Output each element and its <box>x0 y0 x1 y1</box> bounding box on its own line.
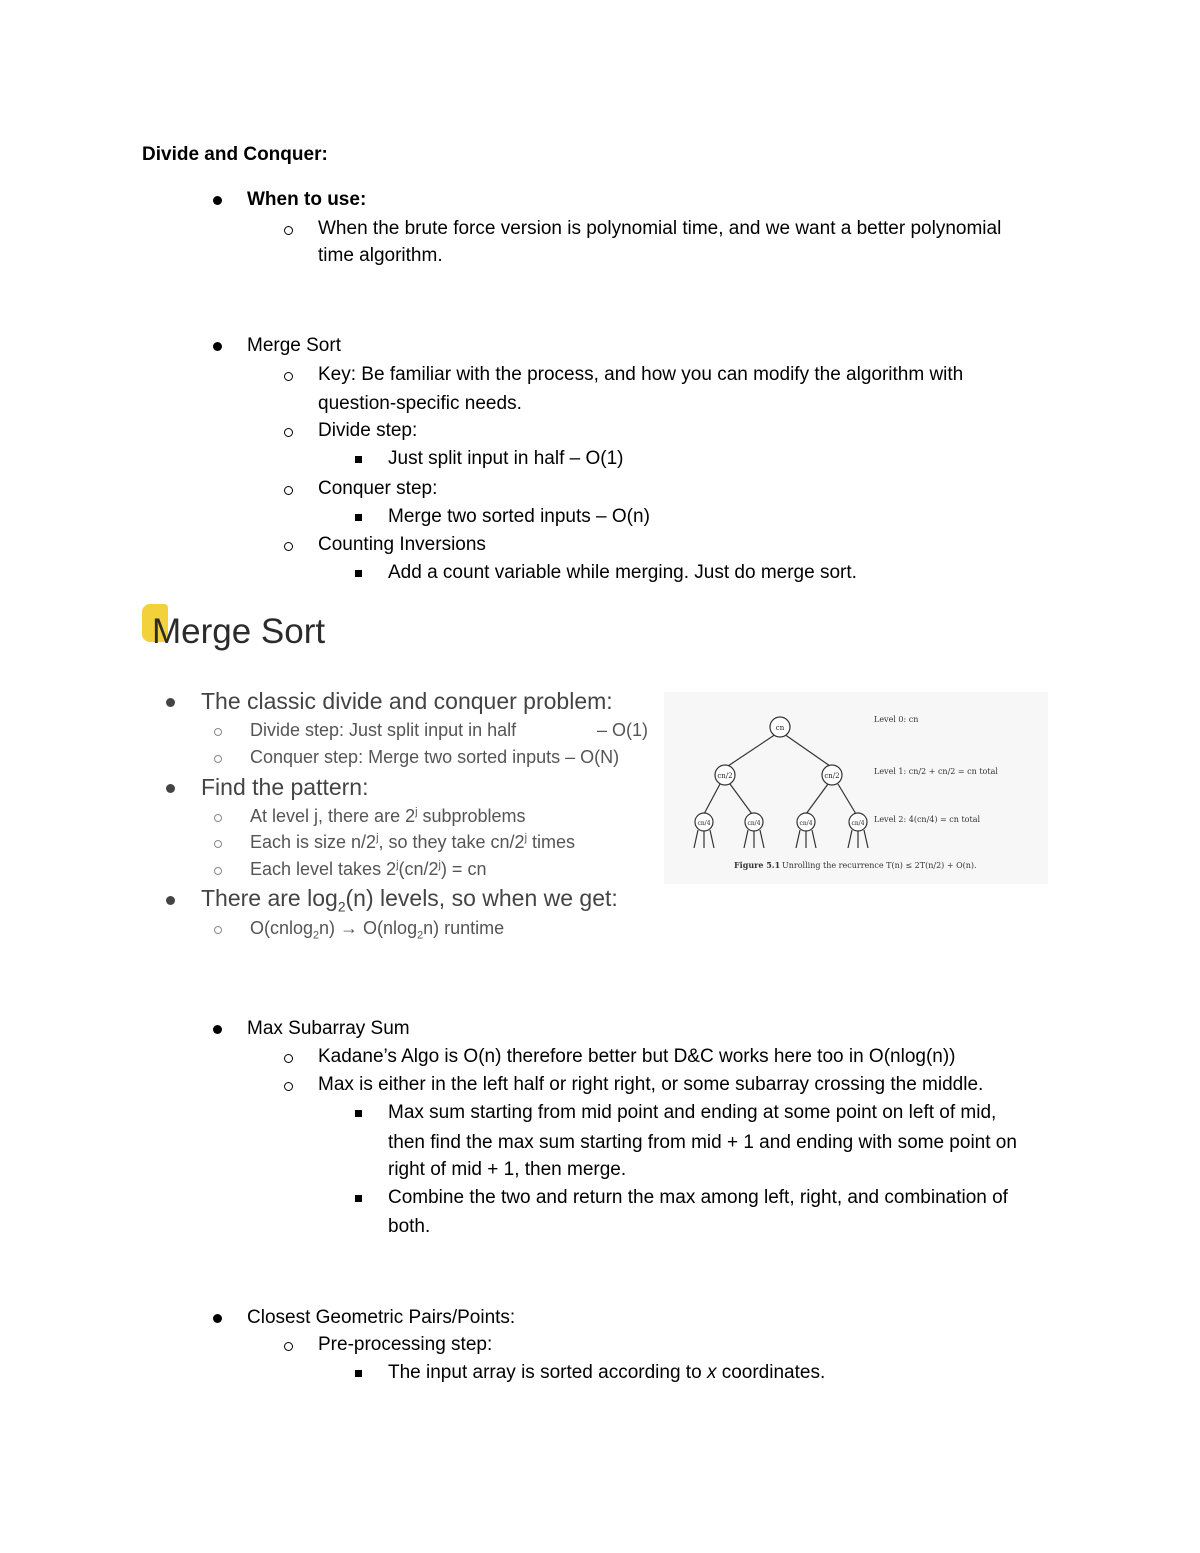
divide-step-text: Just split input in half – O(1) <box>388 448 624 469</box>
slide-bullet-pattern: Find the pattern: <box>201 774 369 800</box>
slide-title: Merge Sort <box>152 612 326 651</box>
page-heading: Divide and Conquer: <box>142 144 328 165</box>
figure-level1-annotation: Level 1: cn/2 + cn/2 = cn total <box>874 767 998 776</box>
tree-level2-label: cn/4 <box>851 820 865 827</box>
combine-line2: both. <box>388 1216 431 1237</box>
slide-bullet-circle <box>214 840 222 848</box>
bullet-circle <box>284 1054 293 1063</box>
slide-level-size: Each is size n/2$^j$, so they take cn/2$^j$ times <box>250 832 575 852</box>
slide-bullet-circle <box>214 867 222 875</box>
counting-inversions-text: Add a count variable while merging. Just do merge sort. <box>388 562 857 583</box>
slide-bullet-circle <box>214 814 222 822</box>
slide-bullet-disc <box>166 698 175 707</box>
tree-level1-label: cn/2 <box>824 772 840 780</box>
tree-level2-label: cn/4 <box>799 820 813 827</box>
max-subarray-label: Max Subarray Sum <box>247 1018 410 1039</box>
tree-level1-label: cn/2 <box>717 772 733 780</box>
bullet-disc <box>213 196 222 205</box>
slide-runtime: O(cnlog$_2$n) → O(nlog$_2$n) runtime <box>250 918 505 942</box>
figure-caption-text: Unrolling the recurrence T(n) ≤ 2T(n/2) + O(n). <box>782 861 977 870</box>
figure-caption-label: Figure 5.1 <box>734 860 781 870</box>
bullet-circle <box>284 542 293 551</box>
crossing-sum-line3: right of mid + 1, then merge. <box>388 1159 627 1180</box>
merge-key-line2: question-specific needs. <box>318 393 522 414</box>
bullet-circle <box>284 428 293 437</box>
divide-step-label: Divide step: <box>318 420 418 441</box>
bullet-square <box>355 570 362 577</box>
tree-level2-label: cn/4 <box>697 820 711 827</box>
slide-bullet-disc <box>166 896 175 905</box>
slide-level-subproblems: At level j, there are 2$^j$ subproblems <box>250 806 526 826</box>
slide-level-cost: Each level takes $2^j(cn/2^j)$ = cn <box>250 859 487 879</box>
crossing-sum-line2: then find the max sum starting from mid + 1 and ending with some point on <box>388 1132 1017 1153</box>
slide-bullet-disc <box>166 784 175 793</box>
slide-bullet-classic: The classic divide and conquer problem: <box>201 688 613 714</box>
merge-sort-label: Merge Sort <box>247 335 341 356</box>
slide-bullet-circle <box>214 728 222 736</box>
bullet-square <box>355 514 362 521</box>
closest-pairs-label: Closest Geometric Pairs/Points: <box>247 1307 516 1328</box>
bullet-square <box>355 456 362 463</box>
when-to-use-text-line1: When the brute force version is polynomial time, and we want a better polynomial <box>318 218 1002 239</box>
conquer-step-label: Conquer step: <box>318 478 438 499</box>
bullet-circle <box>284 486 293 495</box>
conquer-step-text: Merge two sorted inputs – O(n) <box>388 506 650 527</box>
bullet-disc <box>213 342 222 351</box>
bullet-disc <box>213 1314 222 1323</box>
bullet-square <box>355 1195 362 1202</box>
bullet-circle <box>284 226 293 235</box>
max-location-note: Max is either in the left half or right right, or some subarray crossing the middle. <box>318 1074 984 1095</box>
slide-bullet-circle <box>214 926 222 934</box>
slide-bullet-circle <box>214 755 222 763</box>
kadane-note: Kadane’s Algo is O(n) therefore better but D&C works here too in O(nlog(n)) <box>318 1046 956 1067</box>
figure-level0-annotation: Level 0: cn <box>874 715 919 724</box>
slide-bullet-levels: There are $\log_2(n)$ levels, so when we get: <box>201 885 618 915</box>
slide-conquer-step: Conquer step: Merge two sorted inputs – O(N) <box>250 747 620 767</box>
preprocessing-label: Pre-processing step: <box>318 1334 493 1355</box>
bullet-circle <box>284 372 293 381</box>
when-to-use-text-line2: time algorithm. <box>318 245 443 266</box>
tree-level2-label: cn/4 <box>747 820 761 827</box>
tree-root-label: cn <box>775 724 785 732</box>
preprocessing-text: The input array is sorted according to x coordinates. <box>388 1362 826 1383</box>
bullet-circle <box>284 1342 293 1351</box>
recursion-tree-figure <box>664 692 1048 884</box>
slide-divide-step: Divide step: Just split input in half <box>250 720 517 740</box>
bullet-square <box>355 1110 362 1117</box>
crossing-sum-line1: Max sum starting from mid point and ending at some point on left of mid, <box>388 1102 997 1123</box>
counting-inversions-label: Counting Inversions <box>318 534 486 555</box>
bullet-circle <box>284 1082 293 1091</box>
combine-line1: Combine the two and return the max among left, right, and combination of <box>388 1187 1008 1208</box>
bullet-square <box>355 1370 362 1377</box>
when-to-use-label: When to use: <box>247 189 367 210</box>
figure-level2-annotation: Level 2: 4(cn/4) = cn total <box>874 815 981 824</box>
slide-divide-complexity: – O(1) <box>597 720 649 740</box>
merge-key-line1: Key: Be familiar with the process, and how you can modify the algorithm with <box>318 364 964 385</box>
bullet-disc <box>213 1025 222 1034</box>
